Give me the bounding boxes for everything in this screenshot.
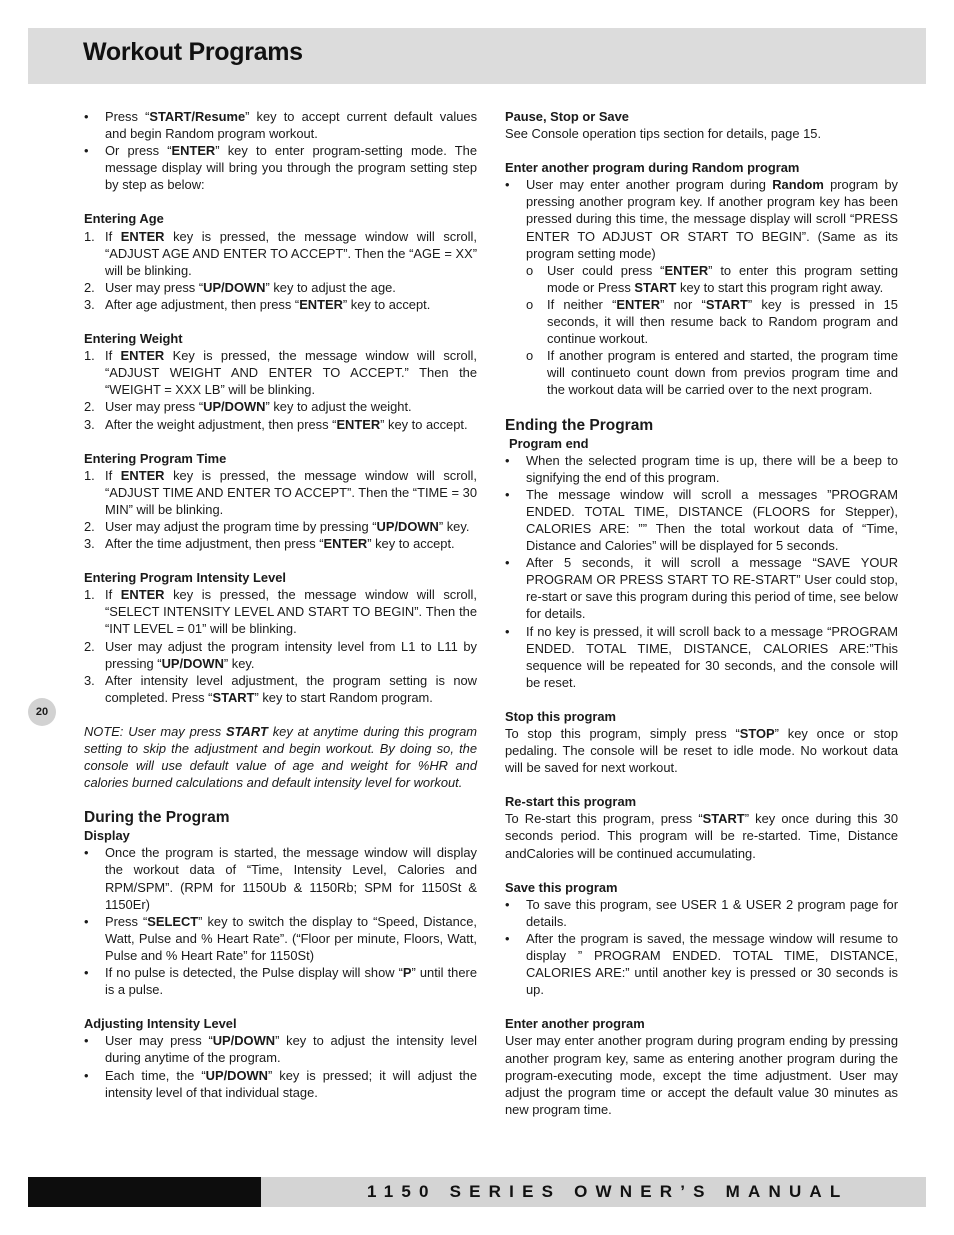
subheading-restart: Re-start this program bbox=[505, 794, 637, 810]
header-band bbox=[28, 28, 926, 84]
list-item: • User may press “UP/DOWN” key to adjust the intensity level during anytime of the program. bbox=[84, 1033, 477, 1066]
list-item: o If another program is entered and started, the program time will continueto count down from previos program time and the workout data will be carried over to the next program. bbox=[526, 348, 898, 398]
subheading-another-random: Enter another program during Random program bbox=[505, 160, 800, 176]
list-item: 3. After age adjustment, then press “ENTER” key to accept. bbox=[84, 296, 431, 312]
right-column bbox=[505, 108, 898, 1118]
list-item: 3. After intensity level adjustment, the program setting is now completed. Press “START” key to start Random program. bbox=[84, 672, 477, 705]
footer-black-bar bbox=[28, 1177, 261, 1207]
save-list bbox=[505, 896, 898, 999]
intensity-steps bbox=[84, 586, 477, 706]
intro-list bbox=[84, 108, 477, 193]
time-steps bbox=[84, 467, 477, 552]
section-heading-intensity: Entering Program Intensity Level bbox=[84, 570, 287, 586]
list-item: 2. User may press “UP/DOWN” key to adjust the age. bbox=[84, 279, 396, 295]
section-title-ending: Ending the Program bbox=[505, 416, 654, 434]
list-item: 2. User may press “UP/DOWN” key to adjust the weight. bbox=[84, 399, 412, 415]
list-item: • User may enter another program during Random program by pressing another program key. If another program key has been pressed during this time, the message display will scroll “PRESS ENTER TO ADJUST OR START TO BEGIN”. (Same as its program setting mode) bbox=[505, 177, 898, 261]
list-item: o If neither “ENTER” nor “START” key is pressed in 15 seconds, it will then resume back to Random program and continue workout. bbox=[526, 296, 898, 347]
list-item: • Press “START/Resume” key to accept current default values and begin Random program workout. bbox=[84, 109, 478, 142]
footer-manual-title: 1150 SERIES OWNER’S MANUAL bbox=[367, 1182, 849, 1201]
section-title-during: During the Program bbox=[84, 809, 230, 827]
footer-grey-bar bbox=[261, 1177, 926, 1207]
subheading-program-end: Program end bbox=[509, 435, 589, 451]
subheading-pause: Pause, Stop or Save bbox=[505, 109, 629, 124]
subheading-save: Save this program bbox=[505, 879, 618, 895]
another-sublist bbox=[505, 262, 898, 399]
list-item: • To save this program, see USER 1 & USER 2 program page for details. bbox=[505, 896, 898, 929]
list-item: • Press “SELECT” key to switch the display to “Speed, Distance, Watt, Pulse and % Heart Rate”. (“Floor per minute, Floors, Watt, Pulse and % Heart Rate” for 1150St) bbox=[84, 913, 477, 963]
list-item: o User could press “ENTER” to enter this program setting mode or Press START key to start this program right away. bbox=[526, 262, 898, 295]
end-list bbox=[505, 452, 898, 691]
list-item: • After 5 seconds, it will scroll a message “SAVE YOUR PROGRAM OR PRESS START TO RE-START” User could stop, re-start or save this program during this period of time, see below for details. bbox=[505, 555, 898, 622]
subheading-enter-another: Enter another program bbox=[505, 1016, 645, 1032]
list-item: • Each time, the “UP/DOWN” key is pressed; it will adjust the intensity level of that individual stage. bbox=[84, 1067, 477, 1100]
list-item: 3. After the weight adjustment, then press “ENTER” key to accept. bbox=[84, 416, 468, 432]
left-column bbox=[84, 108, 477, 1101]
list-item: • When the selected program time is up, there will be a beep to signifying the end of this program. bbox=[505, 452, 898, 485]
page-title: Workout Programs bbox=[83, 38, 303, 66]
section-heading-age: Entering Age bbox=[84, 211, 164, 227]
list-item: 1. If ENTER key is pressed, the message window will scroll, “ADJUST TIME AND ENTER TO ACCEPT”. Then the “TIME = 30 MIN” will be blinking. bbox=[84, 467, 477, 517]
section-heading-weight: Entering Weight bbox=[84, 331, 183, 347]
list-item: • The message window will scroll a messages ”PROGRAM ENDED. TOTAL TIME, DISTANCE (FLOORS for Stepper), CALORIES ARE: ”” Then the total workout data of “Time, Distance and Calories” will be displayed for 5 seconds. bbox=[505, 486, 898, 554]
list-item: 2. User may adjust the program time by pressing “UP/DOWN” key. bbox=[84, 518, 470, 534]
note-paragraph: NOTE: User may press START key at anytime during this program setting to skip the adjustment and begin workout. By doing so, the console will use default value of age and weight for %HR and calories burned calculations and default intensity level for workout. bbox=[84, 723, 478, 791]
display-list bbox=[84, 844, 477, 998]
list-item: 2. User may adjust the program intensity level from L1 to L11 by pressing “UP/DOWN” key. bbox=[84, 638, 477, 671]
another-list bbox=[505, 176, 898, 261]
section-heading-time: Entering Program Time bbox=[84, 450, 227, 466]
enter-another-text: User may enter another program during program ending by pressing another program key, same as entering another program during the program-executing mode, except the time adjustment. User may adjust the program time or accept the default value 30 minutes as new program time. bbox=[505, 1033, 898, 1117]
list-item: 1. If ENTER key is pressed, the message window will scroll, “SELECT INTENSITY LEVEL AND START TO BEGIN”. Then the “INT LEVEL = 01” will be blinking. bbox=[84, 587, 477, 637]
list-item: • If no pulse is detected, the Pulse display will show “P” until there is a pulse. bbox=[84, 965, 477, 998]
age-steps bbox=[84, 228, 477, 313]
list-item: • Once the program is started, the message window will display the workout data of “Time, Intensity Level, Calories and RPM/SPM”. (RPM for 1150Ub & 1150Rb; SPM for 1150St & 1150Er) bbox=[84, 845, 477, 912]
subheading-display: Display bbox=[84, 828, 130, 844]
list-item: • Or press “ENTER” key to enter program-setting mode. The message display will bring you through the program setting step by step as below: bbox=[84, 143, 477, 193]
weight-steps bbox=[84, 347, 477, 432]
bullet-marker: • bbox=[84, 109, 89, 124]
list-item: 3. After the time adjustment, then press “ENTER” key to accept. bbox=[84, 536, 455, 552]
list-item: 1. If ENTER key is pressed, the message window will scroll, “ADJUST AGE AND ENTER TO ACCEPT”. Then the “AGE = XX” will be blinking. bbox=[84, 228, 477, 278]
list-item: 1. If ENTER Key is pressed, the message window will scroll, “ADJUST WEIGHT AND ENTER TO ACCEPT.” Then the “WEIGHT = XXX LB” will be blinking. bbox=[84, 348, 477, 398]
bullet-marker: • bbox=[84, 143, 89, 159]
list-item: • After the program is saved, the message window will resume to display ” PROGRAM ENDED. TOTAL TIME, DISTANCE, CALORIES ARE:” until another key is pressed or 30 seconds is up. bbox=[505, 930, 898, 998]
page-number-badge: 20 bbox=[28, 698, 56, 726]
restart-text: To Re-start this program, press “START” key once during this 30 seconds period. This program will be re-started. Time, Distance andCalories will be continued accumulating. bbox=[505, 811, 898, 861]
adjust-list bbox=[84, 1032, 477, 1100]
subheading-adjusting: Adjusting Intensity Level bbox=[84, 1016, 237, 1032]
stop-text: To stop this program, simply press “STOP” key once or stop pedaling. The console will be reset to idle mode. No workout data will be saved for next workout. bbox=[505, 726, 898, 776]
list-item: • If no key is pressed, it will scroll back to a message “PROGRAM ENDED. TOTAL TIME, DISTANCE, CALORIES ARE:”This sequence will be repeated for 30 seconds, and the console will be reset. bbox=[505, 623, 898, 690]
pause-text: See Console operation tips section for details, page 15. bbox=[505, 126, 822, 142]
subheading-stop: Stop this program bbox=[505, 708, 617, 724]
